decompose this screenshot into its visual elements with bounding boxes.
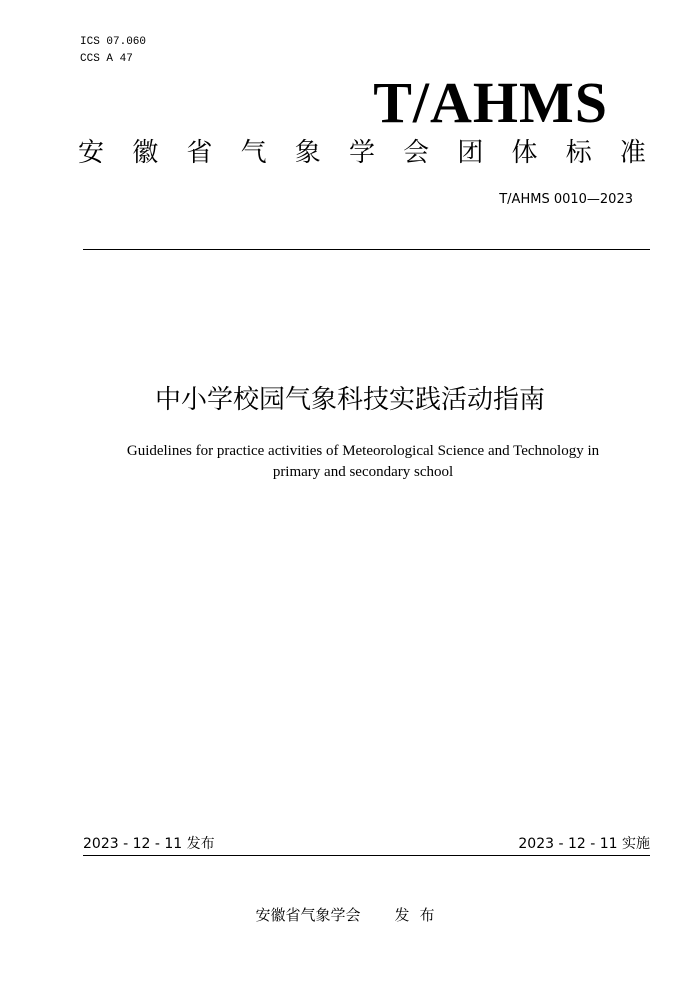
publisher-line bbox=[0, 905, 700, 925]
org-title-char: 学 bbox=[348, 138, 375, 168]
english-title-line: Guidelines for practice activities of Meteorological Science and Technology in bbox=[126, 443, 600, 459]
implementation-date: 2023 - 12 - 11 实施 bbox=[518, 836, 650, 852]
document-title-chinese: 中小学校园气象科技实践活动指南 bbox=[154, 385, 545, 415]
org-title-char: 安 bbox=[78, 138, 105, 168]
publisher-name: 安徽省气象学会 bbox=[255, 906, 361, 924]
english-title-line: primary and secondary school bbox=[272, 464, 454, 480]
publisher-action: 发布 bbox=[394, 906, 445, 924]
issue-date: 2023 - 12 - 11 发布 bbox=[83, 836, 215, 852]
org-title-char: 团 bbox=[457, 138, 484, 168]
org-title-char: 省 bbox=[186, 138, 213, 168]
org-title-char: 气 bbox=[240, 138, 267, 168]
org-title-char: 会 bbox=[403, 138, 430, 168]
standard-logo: T/AHMS bbox=[373, 70, 608, 135]
org-title-char: 标 bbox=[565, 138, 592, 168]
document-title-english bbox=[100, 441, 626, 483]
org-standard-title bbox=[78, 137, 646, 169]
ics-code: ICS 07.060 bbox=[80, 36, 147, 48]
footer-divider bbox=[83, 855, 650, 856]
org-title-char: 徽 bbox=[132, 138, 159, 168]
header-divider bbox=[83, 249, 650, 250]
org-title-char: 准 bbox=[619, 138, 646, 168]
org-title-char: 象 bbox=[294, 138, 321, 168]
org-title-char: 体 bbox=[511, 138, 538, 168]
ccs-code: CCS A 47 bbox=[80, 53, 133, 65]
standard-number: T/AHMS 0010—2023 bbox=[499, 192, 633, 207]
